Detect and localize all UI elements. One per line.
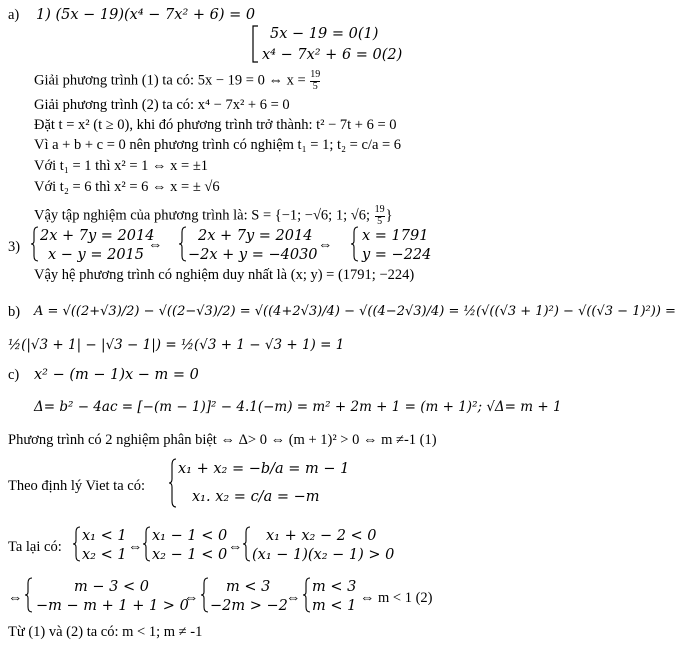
expression-A-line1: A = √((2+√3)/2) − √((2−√3)/2) = √((4+2√3)/4) − √((4−2√3)/4) = ½(√((√3 + 1)²) − √((√3 − 1)²)) = xyxy=(34,304,676,319)
system-bracket xyxy=(250,24,260,64)
solve-eq-2: Giải phương trình (2) ta có: x⁴ − 7x² + 6 = 0 xyxy=(34,97,290,113)
brace-cond6 xyxy=(302,577,312,613)
sys3-eq2: y = −224 xyxy=(362,247,432,263)
viet-label: Theo định lý Viet ta có: xyxy=(8,478,145,494)
equiv-arrow-5: ⇔ xyxy=(8,590,23,606)
equiv-arrow-7: ⇔ xyxy=(286,590,301,606)
brace-cond4 xyxy=(24,577,34,613)
sys1-eq2: x − y = 2015 xyxy=(48,247,145,263)
cond2-b: x₂ − 1 < 0 xyxy=(152,547,228,563)
equiv-arrow-4: ⇔ xyxy=(228,539,243,555)
brace-cond1 xyxy=(72,526,82,562)
section-3-label: 3) xyxy=(8,239,21,255)
quadratic-equation: x² − (m − 1)x − m = 0 xyxy=(34,367,199,383)
cond3-a: x₁ + x₂ − 2 < 0 xyxy=(266,528,377,544)
cond6-a: m < 3 xyxy=(312,579,357,595)
discriminant-line: Δ= b² − 4ac = [−(m − 1)]² − 4.1(−m) = m² + 2m + 1 = (m + 1)²; √Δ= m + 1 xyxy=(34,399,562,415)
case-1-line: Với t₁ = 1 thì x² = 1 ⇔ x = ±1 xyxy=(34,158,209,174)
roots-line: Vì a + b + c = 0 nên phương trình có nghiệm t₁ = 1; t₂ = c/a = 6 xyxy=(34,137,402,153)
equation-product: 1) (5x − 19)(x⁴ − 7x² + 6) = 0 xyxy=(36,7,256,23)
expression-A-line2: ½(|√3 + 1| − |√3 − 1|) = ½(√3 + 1 − √3 + 1) = 1 xyxy=(8,337,345,353)
fraction-19-5-set: $\frac{19}{5}$ xyxy=(374,204,385,227)
equiv-arrow-1: ⇔ xyxy=(148,237,163,253)
sys2-eq2: −2x + y = −4030 xyxy=(188,247,318,263)
system-conclusion: Vậy hệ phương trình có nghiệm duy nhất là (x; y) = (1791; −224) xyxy=(34,267,415,283)
brace-2 xyxy=(178,226,188,262)
equiv-arrow-6: ⇔ xyxy=(184,590,199,606)
cond2-a: x₁ − 1 < 0 xyxy=(152,528,228,544)
also-label: Ta lại có: xyxy=(8,539,62,555)
cond5-a: m < 3 xyxy=(226,579,271,595)
solve-eq-1: Giải phương trình (1) ta có: 5x − 19 = 0 ⇔ x = $\frac{19}{5}$ xyxy=(34,69,321,92)
brace-viet xyxy=(168,458,178,508)
system-eq-1: 5x − 19 = 0(1) xyxy=(270,26,379,42)
sys1-eq1: 2x + 7y = 2014 xyxy=(40,228,155,244)
system-eq-2: x⁴ − 7x² + 6 = 0(2) xyxy=(262,47,403,63)
solution-set-line: Vậy tập nghiệm của phương trình là: S = {−1; −√6; 1; √6; $\frac{19}{5}$ } xyxy=(34,204,393,227)
equiv-arrow-8: ⇔ xyxy=(360,590,375,606)
result-2: m < 1 (2) xyxy=(378,590,433,606)
cond4-a: m − 3 < 0 xyxy=(74,579,149,595)
cond1-a: x₁ < 1 xyxy=(82,528,127,544)
equiv-arrow-2: ⇔ xyxy=(318,237,333,253)
fraction-19-5: $\frac{19}{5}$ xyxy=(310,69,321,92)
cond4-b: −m − m + 1 + 1 > 0 xyxy=(36,598,189,614)
section-c-label: c) xyxy=(8,367,20,383)
distinct-roots-condition: Phương trình có 2 nghiệm phân biệt ⇔ Δ> 0 ⇔ (m + 1)² > 0 ⇔ m ≠-1 (1) xyxy=(8,432,437,448)
brace-1 xyxy=(30,226,40,262)
sys3-eq1: x = 1791 xyxy=(362,228,429,244)
brace-cond3 xyxy=(242,526,252,562)
viet-product: x₁. x₂ = c/a = −m xyxy=(192,489,320,505)
sys2-eq1: 2x + 7y = 2014 xyxy=(198,228,313,244)
substitution-line: Đặt t = x² (t ≥ 0), khi đó phương trình trở thành: t² − 7t + 6 = 0 xyxy=(34,117,397,133)
brace-3 xyxy=(350,226,360,262)
section-b-label: b) xyxy=(8,304,21,320)
equiv-arrow-3: ⇔ xyxy=(128,539,143,555)
brace-cond2 xyxy=(142,526,152,562)
final-conclusion: Từ (1) và (2) ta có: m < 1; m ≠ -1 xyxy=(8,624,203,640)
section-a-label: a) xyxy=(8,7,20,23)
brace-cond5 xyxy=(200,577,210,613)
cond3-b: (x₁ − 1)(x₂ − 1) > 0 xyxy=(252,547,395,563)
cond6-b: m < 1 xyxy=(312,598,357,614)
case-2-line: Với t₂ = 6 thì x² = 6 ⇔ x = ± √6 xyxy=(34,179,220,195)
cond1-b: x₂ < 1 xyxy=(82,547,127,563)
cond5-b: −2m > −2 xyxy=(210,598,288,614)
viet-sum: x₁ + x₂ = −b/a = m − 1 xyxy=(178,461,350,477)
